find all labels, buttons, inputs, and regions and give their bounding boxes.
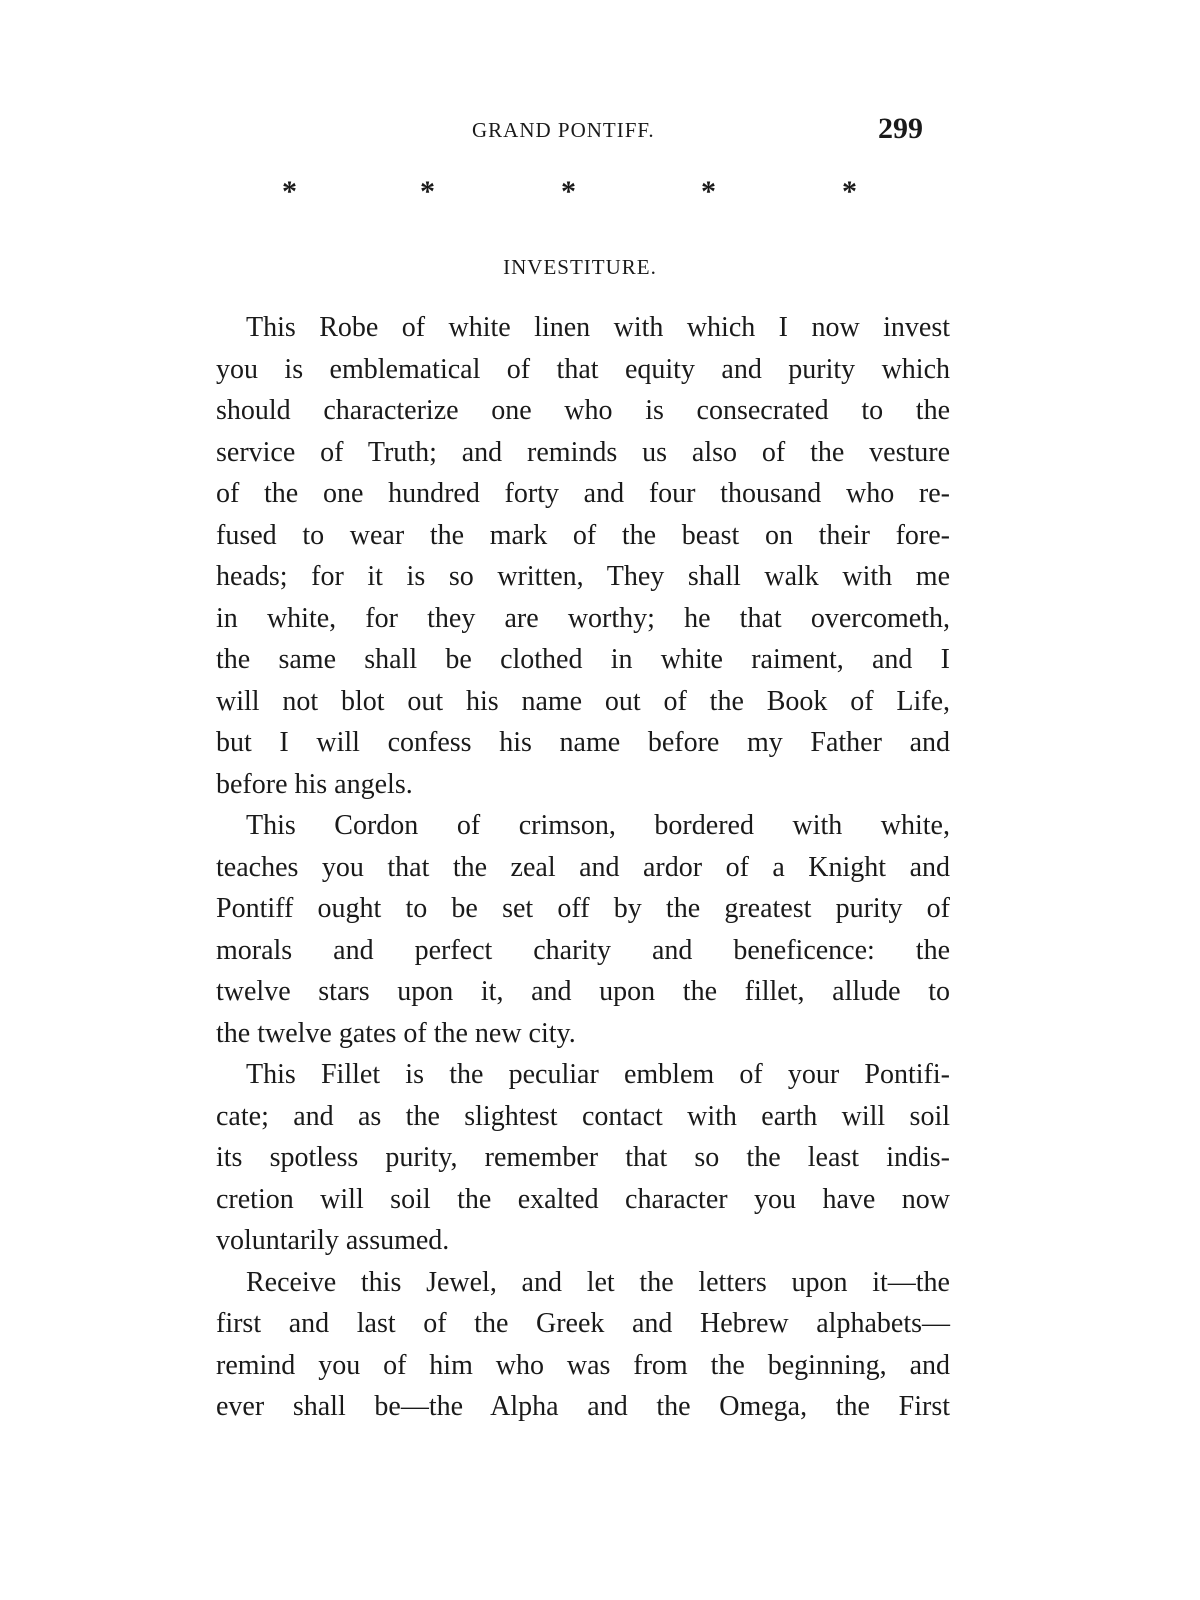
section-heading: INVESTITURE. [503, 255, 657, 279]
separator-asterisk: * [701, 175, 716, 208]
running-title: GRAND PONTIFF. [472, 118, 655, 142]
separator-asterisk: * [842, 175, 857, 208]
text-line: teaches you that the zeal and ardor of a Knight and [216, 851, 950, 883]
separator-asterisk: * [420, 175, 435, 208]
text-line: voluntarily assumed. [216, 1225, 450, 1256]
paragraph-robe [216, 307, 950, 805]
text-line: the same shall be clothed in white raiment, and I [216, 644, 950, 675]
separator-asterisk: * [561, 175, 576, 208]
text-line: This Fillet is the peculiar emblem of your Pontifi- [246, 1059, 950, 1090]
page-number: 299 [878, 112, 923, 145]
text-line: Receive this Jewel, and let the letters upon it—the [246, 1266, 950, 1298]
text-line: you is emblematical of that equity and purity which [216, 353, 950, 385]
text-line: This Cordon of crimson, bordered with white, [246, 810, 950, 841]
text-line: but I will confess his name before my Father and [216, 727, 950, 758]
text-line: fused to wear the mark of the beast on their fore- [216, 519, 950, 551]
text-line: cate; and as the slightest contact with earth will soil [216, 1100, 950, 1132]
paragraph-fillet [216, 1054, 950, 1262]
text-line: heads; for it is so written, They shall walk with me [216, 561, 950, 592]
text-line: before his angels. [216, 768, 413, 800]
text-line: of the one hundred forty and four thousand who re- [216, 478, 950, 509]
text-line: will not blot out his name out of the Book of Life, [216, 685, 950, 717]
text-line: twelve stars upon it, and upon the fillet, allude to [216, 976, 950, 1007]
text-line: ever shall be—the Alpha and the Omega, the First [216, 1391, 950, 1422]
paragraph-jewel [216, 1262, 950, 1428]
body-text [216, 307, 950, 1428]
section-separator [0, 175, 1200, 215]
text-line: first and last of the Greek and Hebrew alphabets— [216, 1308, 950, 1339]
text-line: remind you of him who was from the beginning, and [216, 1349, 950, 1381]
text-line: morals and perfect charity and beneficence: the [216, 934, 950, 966]
text-line: its spotless purity, remember that so the least indis- [216, 1142, 950, 1173]
paragraph-cordon [216, 805, 950, 1054]
running-head [0, 112, 1200, 152]
text-line: in white, for they are worthy; he that overcometh, [216, 602, 950, 634]
text-line: should characterize one who is consecrated to the [216, 395, 950, 426]
text-line: service of Truth; and reminds us also of the vesture [216, 436, 950, 468]
text-line: This Robe of white linen with which I now invest [246, 312, 950, 343]
text-line: the twelve gates of the new city. [216, 1017, 576, 1049]
text-line: cretion will soil the exalted character you have now [216, 1183, 950, 1215]
separator-asterisk: * [282, 175, 297, 208]
text-line: Pontiff ought to be set off by the greatest purity of [216, 893, 950, 924]
